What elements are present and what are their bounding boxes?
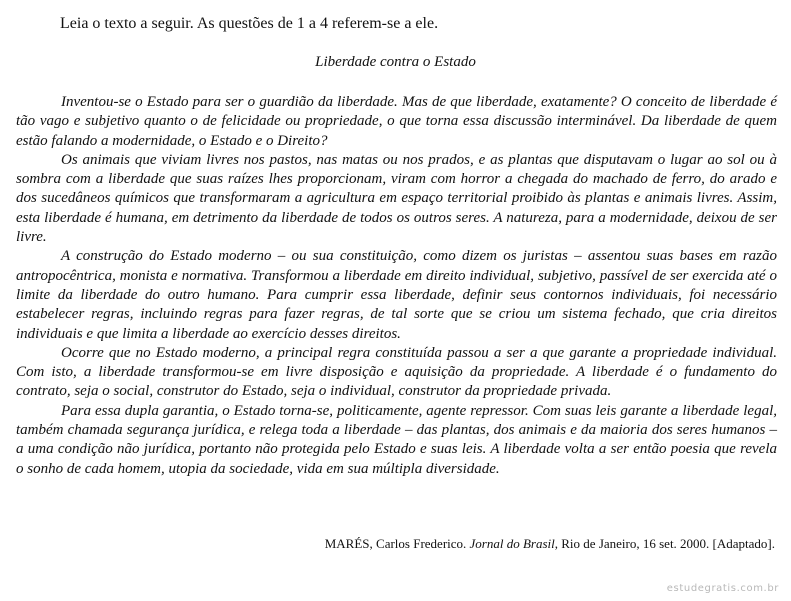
paragraph-2: Os animais que viviam livres nos pastos, nas matas ou nos prados, e as plantas que disputavam o lugar ao sol ou à sombra com a liberdade que suas raízes lhes proporcionam, viram com horror a chegada do machado de ferro, do arado e dos sucedâneos químicos que transformaram a agricultura em espaço territorial proibido às plantas e animais livres. Assim, esta liberdade é humana, em detrimento da liberdade de todos os outros seres. A natureza, para a modernidade, deixou de ser livre. [16, 151, 777, 246]
paragraph-4: Ocorre que no Estado moderno, a principal regra constituída passou a ser a que garante a propriedade individual. Com isto, a liberdade transformou-se em livre disposição e aquisição da propriedade. A liberdade é o fundamento do contrato, seja o social, construtor do Estado, seja o individual, construtor da propriedade privada. [16, 344, 777, 400]
citation-details: , Rio de Janeiro, 16 set. 2000. [Adaptado]. [554, 536, 775, 551]
citation-publication: Jornal do Brasil [469, 536, 555, 551]
citation-author: MARÉS, Carlos Frederico. [324, 536, 470, 551]
article-body [16, 93, 777, 479]
text-title: Liberdade contra o Estado [315, 54, 476, 70]
paragraph-3: A construção do Estado moderno – ou sua constituição, como dizem os juristas – assentou suas bases em razão antropocêntrica, monista e normativa. Transformou a liberdade em direito individual, subjetivo, passível de ser exercida até o limite da liberdade do outro humano. Para cumprir essa liberdade, definir seus contornos individuais, foi necessário estabelecer regras, incluindo regras para fazer regras, de tal sorte que se criou um sistema fechado, que cria direitos individuais e que limita a liberdade ao exercício desses direitos. [16, 248, 777, 342]
intro-instruction: Leia o texto a seguir. As questões de 1 a 4 referem-se a ele. [60, 15, 439, 32]
paragraph-1: Inventou-se o Estado para ser o guardião da liberdade. Mas de que liberdade, exatamente? O conceito de liberdade é tão vago e subjetivo quanto o de felicidade ou propriedade, o que torna essa discussão interminável. Da liberdade de quem estão falando a modernidade, o Estado e o Direito? [16, 94, 777, 149]
paragraph-5: Para essa dupla garantia, o Estado torna-se, politicamente, agente repressor. Com suas leis garante a liberdade legal, também chamada segurança jurídica, e relega toda a liberdade – das plantas, dos animais e da maioria dos seres humanos – a uma condição não jurídica, portanto não protegida pelo Estado e suas leis. A liberdade volta a ser então poesia que revela o sonho de cada homem, utopia da sociedade, vida em sua múltipla diversidade. [16, 402, 777, 477]
source-citation [325, 536, 775, 552]
site-watermark: estudegratis.com.br [666, 583, 779, 594]
